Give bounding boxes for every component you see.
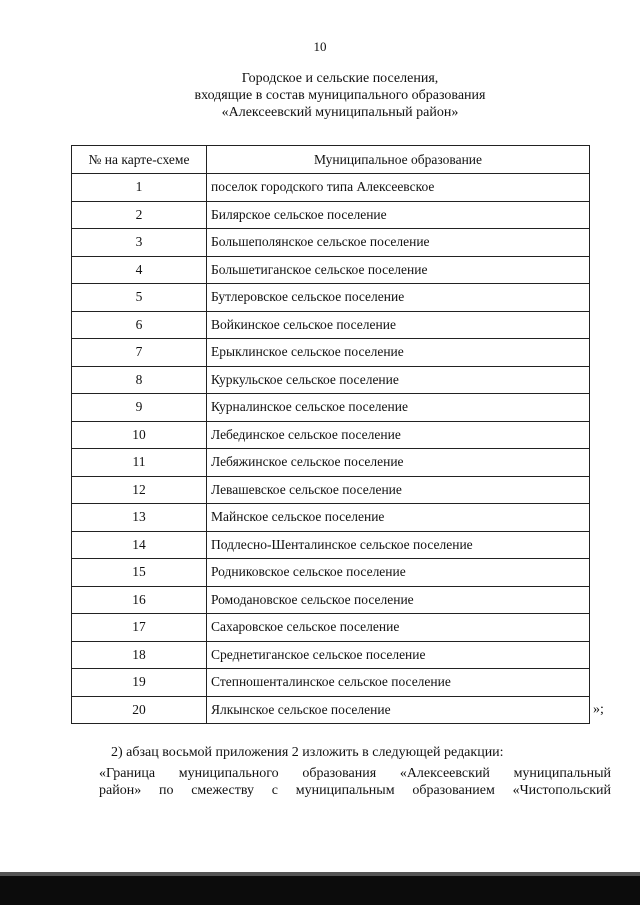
- table-row: [72, 559, 590, 587]
- table-row: [72, 311, 590, 339]
- map-number-cell: 3: [72, 229, 207, 257]
- municipality-name-cell: Подлесно-Шенталинское сельское поселение: [207, 531, 590, 559]
- table-row: [72, 366, 590, 394]
- map-number-cell: 12: [72, 476, 207, 504]
- map-number-cell: 19: [72, 669, 207, 697]
- municipality-name-cell: Майнское сельское поселение: [207, 504, 590, 532]
- municipality-name-cell: Большеполянское сельское поселение: [207, 229, 590, 257]
- table-row: [72, 229, 590, 257]
- map-number-cell: 5: [72, 284, 207, 312]
- heading-line-3: «Алексеевский муниципальный район»: [221, 105, 459, 120]
- map-number-cell: 20: [72, 696, 207, 724]
- table-row: [72, 476, 590, 504]
- municipality-name-cell: Родниковское сельское поселение: [207, 559, 590, 587]
- map-number-cell: 7: [72, 339, 207, 367]
- table-header-row: [72, 146, 590, 174]
- municipality-name-cell: Лебединское сельское поселение: [207, 421, 590, 449]
- table-row: [72, 394, 590, 422]
- municipality-name-cell: Ерыклинское сельское поселение: [207, 339, 590, 367]
- map-number-cell: 4: [72, 256, 207, 284]
- column-header-map-number: № на карте-схеме: [72, 146, 207, 174]
- municipality-name-cell: Куркульское сельское поселение: [207, 366, 590, 394]
- municipality-name-cell: Сахаровское сельское поселение: [207, 614, 590, 642]
- municipality-name-cell: Войкинское сельское поселение: [207, 311, 590, 339]
- heading-line-2: входящие в состав муниципального образования: [194, 88, 486, 103]
- municipality-name-cell: Ромодановское сельское поселение: [207, 586, 590, 614]
- boundary-paragraph-line-1: «Граница муниципального образования «Алексеевский муниципальный: [99, 766, 611, 781]
- municipality-name-cell: Среднетиганское сельское поселение: [207, 641, 590, 669]
- scan-bottom-border: [0, 876, 640, 905]
- municipality-name-cell: Ялкынское сельское поселение: [207, 696, 590, 724]
- map-number-cell: 11: [72, 449, 207, 477]
- table-row: [72, 449, 590, 477]
- map-number-cell: 6: [72, 311, 207, 339]
- table-row: [72, 504, 590, 532]
- map-number-cell: 8: [72, 366, 207, 394]
- municipality-name-cell: поселок городского типа Алексеевское: [207, 174, 590, 202]
- document-heading: [100, 70, 580, 121]
- map-number-cell: 17: [72, 614, 207, 642]
- municipality-name-cell: Бутлеровское сельское поселение: [207, 284, 590, 312]
- table-row: [72, 339, 590, 367]
- table-row: [72, 256, 590, 284]
- table-row: [72, 586, 590, 614]
- municipality-name-cell: Большетиганское сельское поселение: [207, 256, 590, 284]
- map-number-cell: 2: [72, 201, 207, 229]
- map-number-cell: 18: [72, 641, 207, 669]
- municipality-name-cell: Курналинское сельское поселение: [207, 394, 590, 422]
- table-row: [72, 174, 590, 202]
- table-row: [72, 201, 590, 229]
- map-number-cell: 10: [72, 421, 207, 449]
- settlements-table: [71, 145, 590, 724]
- map-number-cell: 1: [72, 174, 207, 202]
- closing-quote-mark: »;: [593, 702, 604, 717]
- boundary-paragraph-line-2: район» по смежеству с муниципальным образованием «Чистопольский: [99, 783, 611, 798]
- column-header-municipality: Муниципальное образование: [207, 146, 590, 174]
- map-number-cell: 9: [72, 394, 207, 422]
- table-row: [72, 614, 590, 642]
- table-row: [72, 284, 590, 312]
- amendment-paragraph: 2) абзац восьмой приложения 2 изложить в следующей редакции:: [111, 745, 504, 760]
- table-row: [72, 641, 590, 669]
- table-row: [72, 421, 590, 449]
- table-row: [72, 669, 590, 697]
- municipality-name-cell: Билярское сельское поселение: [207, 201, 590, 229]
- heading-line-1: Городское и сельские поселения,: [241, 71, 439, 86]
- map-number-cell: 13: [72, 504, 207, 532]
- table-row: [72, 531, 590, 559]
- map-number-cell: 15: [72, 559, 207, 587]
- map-number-cell: 14: [72, 531, 207, 559]
- table-body: [72, 174, 590, 724]
- municipality-name-cell: Степношенталинское сельское поселение: [207, 669, 590, 697]
- table-row: [72, 696, 590, 724]
- page-number: 10: [313, 39, 327, 54]
- map-number-cell: 16: [72, 586, 207, 614]
- municipality-name-cell: Левашевское сельское поселение: [207, 476, 590, 504]
- municipality-name-cell: Лебяжинское сельское поселение: [207, 449, 590, 477]
